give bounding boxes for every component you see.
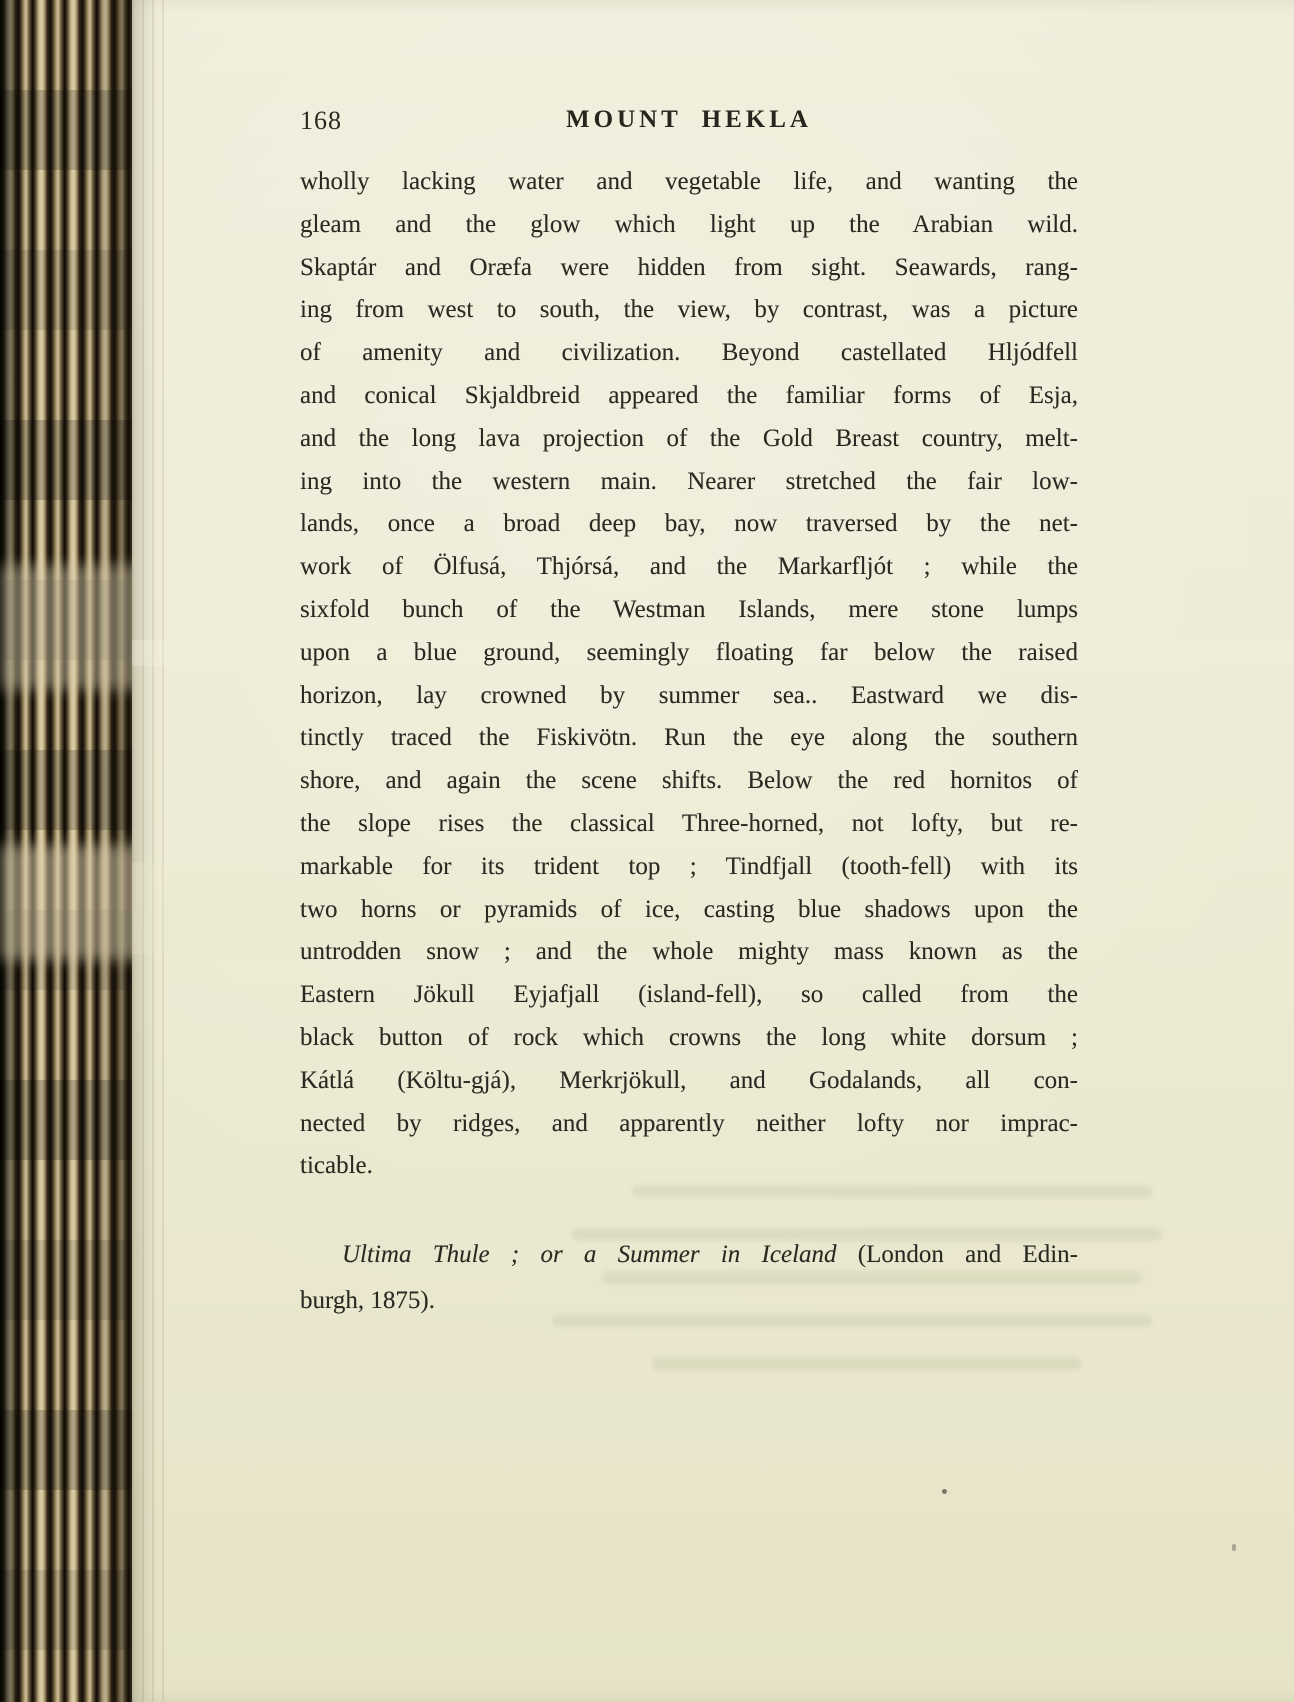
- body-text-line: nected by ridges, and apparently neither lofty nor imprac-: [300, 1109, 1078, 1137]
- running-title: MOUNT HEKLA: [566, 106, 812, 133]
- body-text-line: of amenity and civilization. Beyond castellated Hljódfell: [300, 339, 1078, 367]
- body-text-line: tinctly traced the Fiskivötn. Run the eye along the southern: [300, 724, 1078, 752]
- citation-publisher: (London and Edin-: [857, 1241, 1078, 1268]
- ink-speck: [942, 1489, 947, 1494]
- body-text-line: Eastern Jökull Eyjafjall (island-fell), so called from the: [300, 981, 1078, 1009]
- body-text-line: and conical Skjaldbreid appeared the familiar forms of Esja,: [300, 381, 1078, 409]
- body-text-line: wholly lacking water and vegetable life, and wanting the: [300, 168, 1078, 195]
- body-text-line: and the long lava projection of the Gold Breast country, melt-: [300, 424, 1078, 452]
- citation-line-1: [300, 1232, 1078, 1278]
- body-text: [300, 161, 1078, 1188]
- body-text-line: markable for its trident top ; Tindfjall (tooth-fell) with its: [300, 852, 1078, 880]
- page-number: 168: [300, 106, 342, 135]
- body-text-line: the slope rises the classical Three-horned, not lofty, but re-: [300, 809, 1078, 837]
- ink-speck: [1232, 1544, 1236, 1551]
- body-text-line: lands, once a broad deep bay, now traversed by the net-: [300, 510, 1078, 538]
- body-text-line: untrodden snow ; and the whole mighty mass known as the: [300, 938, 1078, 966]
- citation-line-2: burgh, 1875).: [300, 1287, 435, 1314]
- body-text-line: horizon, lay crowned by summer sea.. Eastward we dis-: [300, 681, 1078, 709]
- body-text-line: ing into the western main. Nearer stretched the fair low-: [300, 467, 1078, 495]
- body-text-line: upon a blue ground, seemingly floating far below the raised: [300, 638, 1078, 666]
- body-text-line: Kátlá (Költu-gjá), Merkrjökull, and Godalands, all con-: [300, 1066, 1078, 1094]
- citation: [300, 1232, 1078, 1324]
- body-text-line: ing from west to south, the view, by contrast, was a picture: [300, 296, 1078, 324]
- inner-page-edge-lines: [132, 0, 170, 1702]
- bleed-through-line: [632, 1185, 1152, 1198]
- body-text-line: ticable.: [300, 1152, 373, 1180]
- page: [132, 0, 1294, 1702]
- citation-title: Ultima Thule ; or a Summer in Iceland: [342, 1241, 837, 1268]
- body-text-line: shore, and again the scene shifts. Below the red hornitos of: [300, 767, 1078, 795]
- scan-smear: [0, 565, 150, 690]
- body-text-line: Skaptár and Oræfa were hidden from sight. Seawards, rang-: [300, 253, 1078, 281]
- body-text-line: work of Ölfusá, Thjórsá, and the Markarfljót ; while the: [300, 553, 1078, 581]
- body-text-line: black button of rock which crowns the long white dorsum ;: [300, 1023, 1078, 1051]
- body-text-line: sixfold bunch of the Westman Islands, mere stone lumps: [300, 595, 1078, 623]
- body-text-line: two horns or pyramids of ice, casting blue shadows upon the: [300, 895, 1078, 923]
- body-text-line: gleam and the glow which light up the Arabian wild.: [300, 210, 1078, 238]
- bleed-through-line: [652, 1357, 1082, 1370]
